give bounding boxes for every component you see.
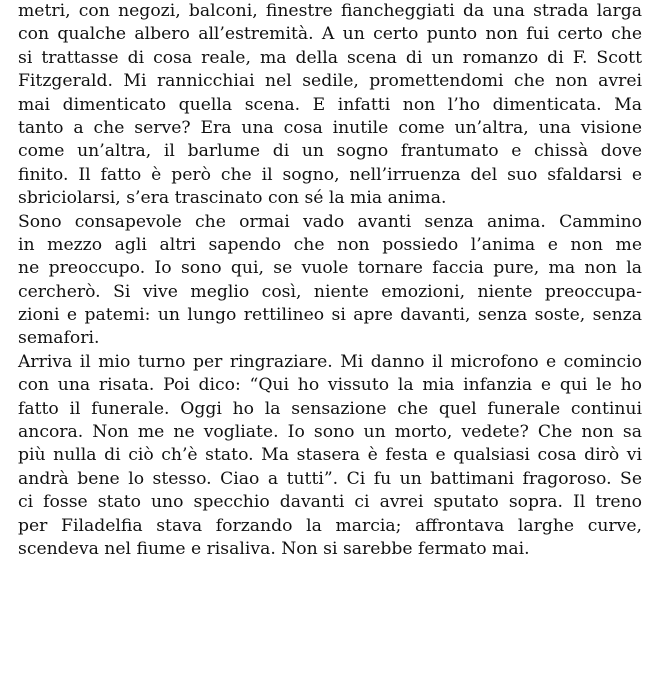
text-line: tanto a che serve? Era una cosa inutile come un’altra, una visione: [18, 117, 642, 138]
book-page: [18, 0, 642, 561]
text-line: zioni e patemi: un lungo rettilineo si apre davanti, senza soste, senza: [18, 305, 642, 326]
paragraph-2: [18, 211, 642, 351]
text-line: ancora. Non me ne vogliate. Io sono un morto, vedete? Che non sa: [18, 422, 642, 443]
text-line: con una risata. Poi dico: “Qui ho vissuto la mia infanzia e qui le ho: [18, 375, 642, 396]
text-line: semafori.: [18, 328, 100, 349]
text-line: ci fosse stato uno specchio davanti ci avrei sputato sopra. Il treno: [18, 492, 642, 513]
text-line: per Filadelfia stava forzando la marcia; affrontava larghe curve,: [18, 515, 642, 536]
text-line: Arriva il mio turno per ringraziare. Mi danno il microfono e comincio: [18, 351, 642, 372]
text-line: si trattasse di cosa reale, ma della scena di un romanzo di F. Scott: [18, 47, 642, 68]
text-line: sbriciolarsi, s’era trascinato con sé la mia anima.: [18, 188, 447, 209]
text-line: come un’altra, il barlume di un sogno frantumato e chissà dove: [18, 141, 642, 162]
text-line: fatto il funerale. Oggi ho la sensazione che quel funerale continui: [18, 398, 642, 419]
text-line: finito. Il fatto è però che il sogno, nell’irruenza del suo sfaldarsi e: [18, 164, 642, 185]
paragraph-3: [18, 351, 642, 562]
paragraph-1: [18, 0, 642, 211]
text-line: Fitzgerald. Mi rannicchiai nel sedile, promettendomi che non avrei: [18, 71, 642, 92]
text-line: con qualche albero all’estremità. A un certo punto non fui certo che: [18, 24, 642, 45]
text-line: mai dimenticato quella scena. E infatti non l’ho dimenticata. Ma: [18, 94, 642, 115]
text-line: più nulla di ciò ch’è stato. Ma stasera è festa e qualsiasi cosa dirò vi: [18, 445, 642, 466]
text-line: andrà bene lo stesso. Ciao a tutti”. Ci fu un battimani fragoroso. Se: [18, 468, 642, 489]
text-line: scendeva nel fiume e risaliva. Non si sarebbe fermato mai.: [18, 538, 530, 559]
text-line: Sono consapevole che ormai vado avanti senza anima. Cammino: [18, 211, 642, 232]
text-line: ne preoccupo. Io sono qui, se vuole tornare faccia pure, ma non la: [18, 258, 642, 279]
text-line: metri, con negozi, balconi, finestre fiancheggiati da una strada larga: [18, 1, 642, 21]
text-line: cercherò. Si vive meglio così, niente emozioni, niente preoccupa-: [18, 281, 642, 302]
text-line: in mezzo agli altri sapendo che non possiedo l’anima e non me: [18, 234, 642, 255]
